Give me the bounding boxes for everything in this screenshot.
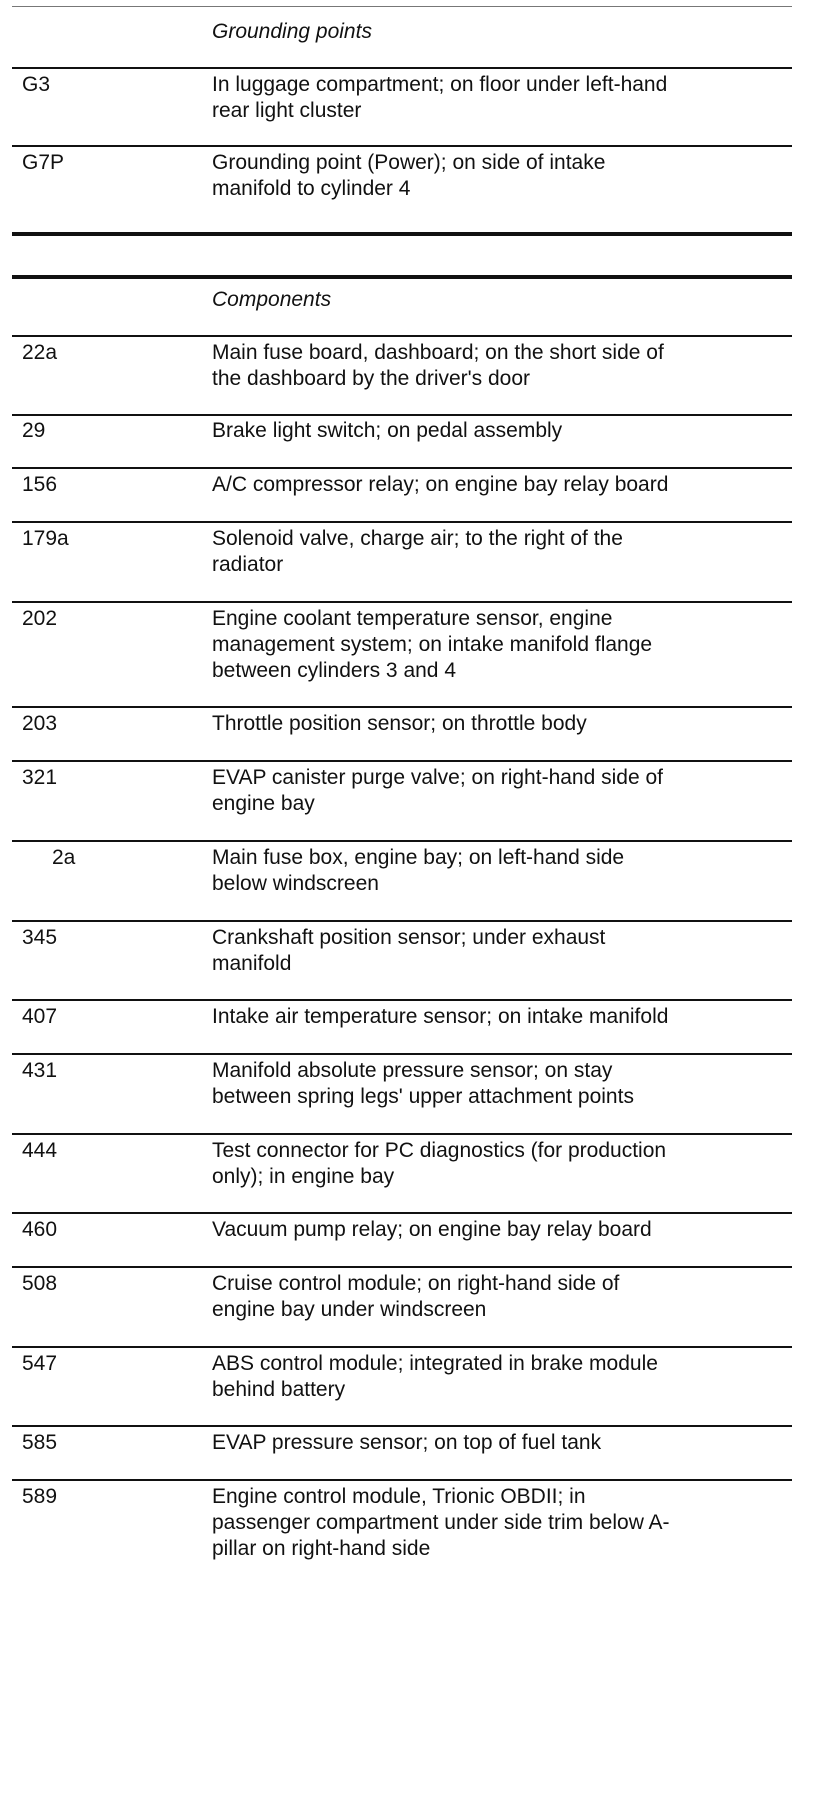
row-code: 585 bbox=[22, 1431, 58, 1454]
row-code: 431 bbox=[22, 1059, 58, 1082]
row-description: Cruise control module; on right-hand side of engine bay under windscreen bbox=[212, 1272, 620, 1321]
row-description: Vacuum pump relay; on engine bay relay board bbox=[212, 1218, 652, 1241]
row-description: A/C compressor relay; on engine bay relay board bbox=[212, 473, 669, 496]
row-code: 460 bbox=[22, 1218, 58, 1241]
row-code: 179a bbox=[22, 527, 69, 550]
grounding-heading: Grounding points bbox=[212, 20, 372, 43]
row-code: 444 bbox=[22, 1139, 58, 1162]
row-code: G7P bbox=[22, 151, 65, 174]
row-description: Intake air temperature sensor; on intake manifold bbox=[212, 1005, 669, 1028]
row-description: EVAP canister purge valve; on right-hand side of engine bay bbox=[212, 766, 663, 815]
row-description: Main fuse board, dashboard; on the short side of the dashboard by the driver's door bbox=[212, 341, 664, 390]
top-rule bbox=[12, 6, 792, 7]
row-description: Solenoid valve, charge air; to the right of the radiator bbox=[212, 527, 623, 576]
row-rule bbox=[12, 1053, 792, 1055]
row-rule bbox=[12, 145, 792, 147]
row-description: Throttle position sensor; on throttle body bbox=[212, 712, 587, 735]
components-heading: Components bbox=[212, 288, 332, 311]
row-code: 202 bbox=[22, 607, 58, 630]
row-code: 547 bbox=[22, 1352, 58, 1375]
row-code: 345 bbox=[22, 926, 58, 949]
row-description: Engine coolant temperature sensor, engine management system; on intake manifold flange between cylinders 3 and 4 bbox=[212, 607, 653, 682]
row-description: Grounding point (Power); on side of intake manifold to cylinder 4 bbox=[212, 151, 606, 200]
row-description: In luggage compartment; on floor under left-hand rear light cluster bbox=[212, 73, 668, 122]
row-rule bbox=[12, 467, 792, 469]
row-code: G3 bbox=[22, 73, 51, 96]
row-rule bbox=[12, 414, 792, 416]
row-rule bbox=[12, 1425, 792, 1427]
row-rule bbox=[12, 1212, 792, 1214]
row-code: 321 bbox=[22, 766, 58, 789]
row-rule bbox=[12, 760, 792, 762]
row-rule bbox=[12, 67, 792, 69]
row-description: Test connector for PC diagnostics (for production only); in engine bay bbox=[212, 1139, 667, 1188]
row-rule bbox=[12, 999, 792, 1001]
row-rule bbox=[12, 840, 792, 842]
section-divider bbox=[12, 232, 792, 236]
row-rule bbox=[12, 601, 792, 603]
row-description: Manifold absolute pressure sensor; on stay between spring legs' upper attachment points bbox=[212, 1059, 634, 1108]
row-rule bbox=[12, 920, 792, 922]
row-code: 203 bbox=[22, 712, 58, 735]
row-description: Crankshaft position sensor; under exhaust manifold bbox=[212, 926, 606, 975]
row-description: Main fuse box, engine bay; on left-hand side below windscreen bbox=[212, 846, 625, 895]
row-code: 407 bbox=[22, 1005, 58, 1028]
row-code: 156 bbox=[22, 473, 58, 496]
row-code: 589 bbox=[22, 1485, 58, 1508]
row-rule bbox=[12, 1266, 792, 1268]
row-code: 22a bbox=[22, 341, 58, 364]
row-description: Engine control module, Trionic OBDII; in passenger compartment under side trim below A- pillar on right-hand side bbox=[212, 1485, 670, 1560]
row-rule bbox=[12, 335, 792, 337]
row-rule bbox=[12, 706, 792, 708]
row-code: 508 bbox=[22, 1272, 58, 1295]
row-code: 2a bbox=[52, 846, 76, 869]
row-rule bbox=[12, 1133, 792, 1135]
row-description: ABS control module; integrated in brake module behind battery bbox=[212, 1352, 658, 1401]
row-rule bbox=[12, 521, 792, 523]
row-rule bbox=[12, 1479, 792, 1481]
row-code: 29 bbox=[22, 419, 46, 442]
row-rule bbox=[12, 1346, 792, 1348]
row-description: EVAP pressure sensor; on top of fuel tank bbox=[212, 1431, 602, 1454]
section-divider bbox=[12, 275, 792, 279]
row-description: Brake light switch; on pedal assembly bbox=[212, 419, 563, 442]
